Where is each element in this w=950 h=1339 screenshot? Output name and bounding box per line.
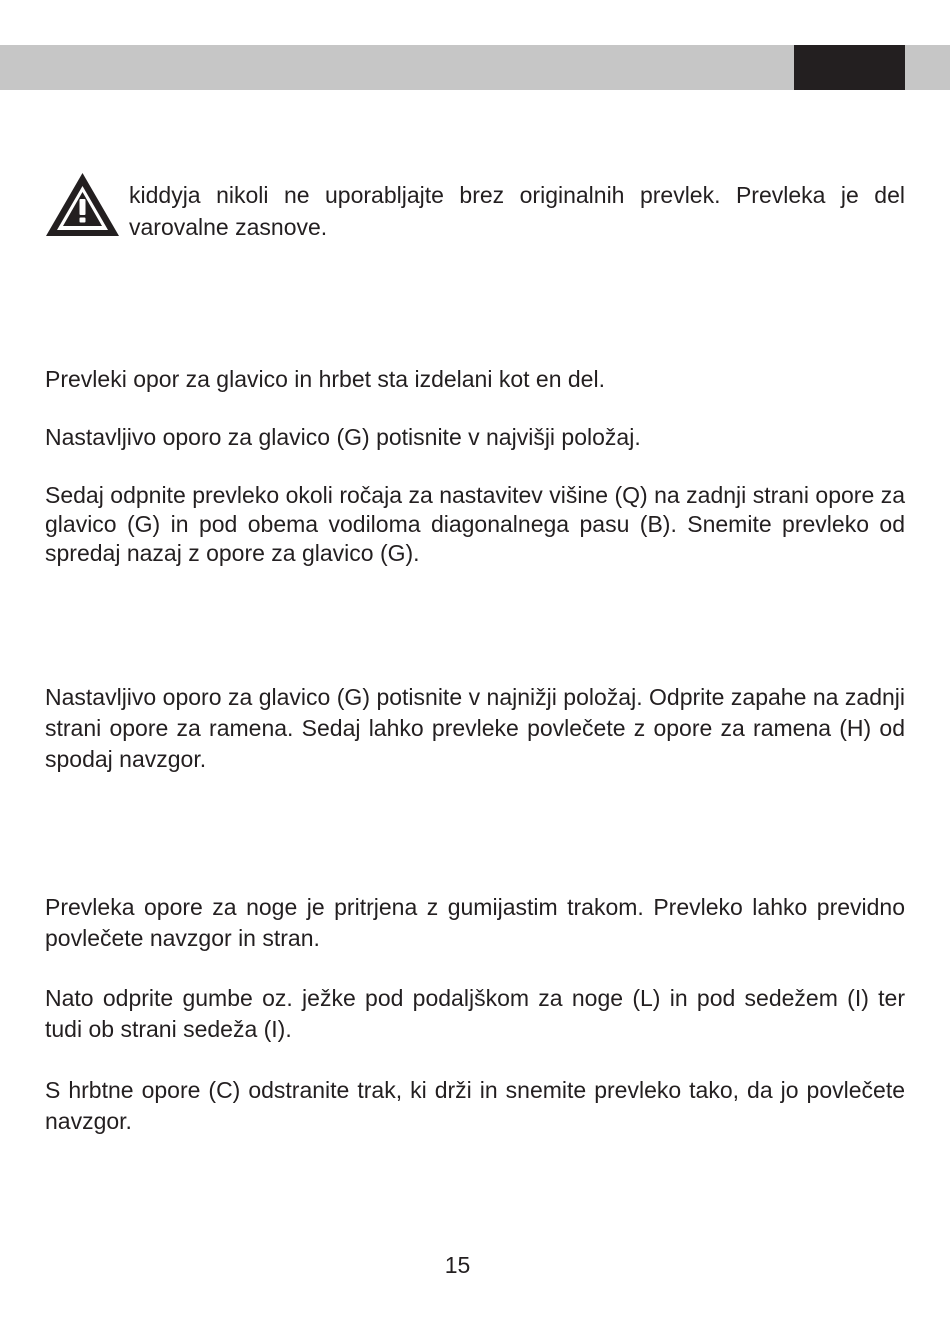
warning-triangle-icon: [45, 172, 120, 237]
warning-text: kiddyja nikoli ne uporabljajte brez originalnih prevlek. Prevleka je del varovalne zasnove.: [129, 182, 905, 240]
paragraph-cover-one-piece: Prevleki opor za glavico in hrbet sta izdelani kot en del.: [45, 366, 605, 392]
paragraph-legrest-cover: Prevleka opore za noge je pritrjena z gumijastim trakom. Prevleko lahko previdno povlečete navzgor in stran.: [45, 894, 905, 951]
header-black-block: [794, 45, 905, 90]
paragraph-headrest-cover-removal: Sedaj odpnite prevleko okoli ročaja za nastavitev višine (Q) na zadnji strani opore za glavico (G) in pod obema vodiloma diagonalnega pasu (B). Snemite prevleko od spredaj nazaj z opore za glavico (G).: [45, 482, 905, 566]
paragraph-open-buttons: Nato odprite gumbe oz. ježke pod podaljškom za noge (L) in pod sedežem (I) ter tudi ob strani sedeža (I).: [45, 985, 905, 1042]
paragraph-backrest-cover: S hrbtne opore (C) odstranite trak, ki drži in snemite prevleko tako, da jo povlečete navzgor.: [45, 1077, 905, 1134]
paragraph-shoulder-cover-removal: Nastavljivo oporo za glavico (G) potisnite v najnižji položaj. Odprite zapahe na zadnji strani opore za ramena. Sedaj lahko prevleke povlečete z opore za ramena (H) od spodaj navzgor.: [45, 684, 905, 772]
paragraph-headrest-top: Nastavljivo oporo za glavico (G) potisnite v najvišji položaj.: [45, 424, 641, 450]
page-number: 15: [444, 1252, 471, 1278]
